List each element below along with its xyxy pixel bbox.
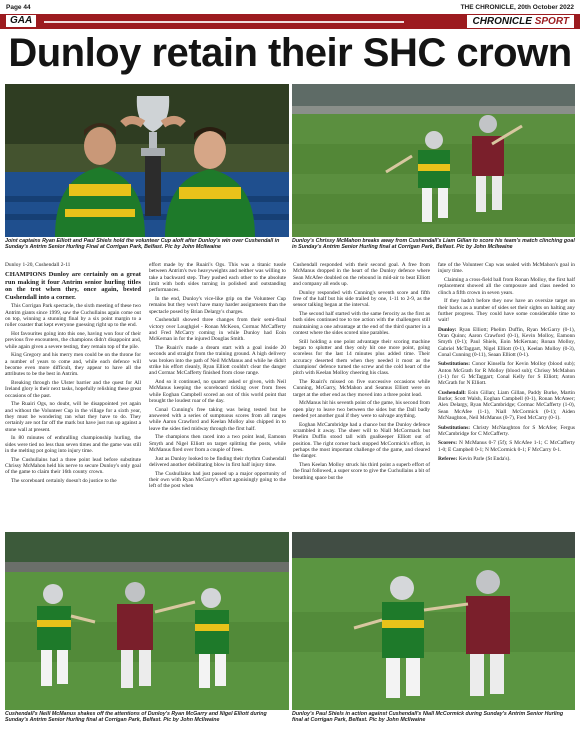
subs-text: Conor Kinsella for Kevin Molloy (blood sub); Anton McGrath for R Molloy (blood sub); Chrissy McMahon (1-1) for G McTaggart; Conal Kelly for S Elliott; Anton McGrath for N Elliott.	[438, 361, 575, 387]
caption-breakaway: Dunloy's Chrissy McMahon breaks away from Cushendall's Liam Gillan to score his team's match clinching goal in Sunday's Antrim Senior Hurling final at Corrigan Park, Belfast. Pic by John McIlwaine	[292, 238, 575, 251]
team-label: Cushendall:	[438, 389, 466, 396]
photo-mcmahon-breakaway	[292, 84, 575, 237]
team-dunloy	[438, 327, 575, 359]
caption-mcmanus: Cushendall's Neill McManus shakes off the attentions of Dunloy's Ryan McGarry and Nigel Elliott during Sunday's Antrim Senior Hurling final at Corrigan Park, Belfast. Pic by John McIlwaine	[5, 711, 267, 724]
article-column-3	[293, 262, 430, 483]
col1-para: The Cushullains had a three point lead before substitute Chrissy McMahon held his nerve to secure Dunloy's only goal of the game to claim their 16th county crown.	[5, 456, 141, 476]
referee	[438, 456, 575, 462]
col3-para: Eoghan McCambridge had a chance but the Dunloy defence scrambled it away. The sheer will to Niall McCormack but Phelim Duffin stood tall with goalkeeper Elliott out of position. The right corner back stopped McCormick's effort, in perhaps the most important challenge of the game, and cleared the danger.	[293, 421, 430, 460]
section-band	[0, 14, 580, 29]
referee-text: Kevin Parle (St Enda's).	[458, 455, 511, 462]
caption-captains: Joint captains Ryan Elliott and Paul Shiels hold the volunteer Cup aloft after Dunloy's win over Cushendall in Sunday's Antrim Senior Hurling Final at Corrigan Park, Belfast. Pic by John McIlwaine	[5, 238, 280, 251]
col2-para: The champions then raced into a two point lead, Eamonn Smyth and Nigel Elliott on target splitting the posts, while McManus fired over from a couple of frees.	[149, 434, 286, 454]
gaa-logo: GAA	[6, 15, 36, 27]
team-label: Dunloy:	[438, 326, 457, 333]
col3-para: Cushendall responded with their second goal. A free from McManus dropped in the heart of the Dunloy defence where Sean McAfee doubled on the rebound in mid-air to beat Elliott and company all ends up.	[293, 262, 430, 288]
photo-mcmanus	[5, 532, 289, 710]
band-divider	[44, 21, 404, 23]
col2-para: The Ruairi's made a dream start with a goal inside 20 seconds and straight from the training ground. A high delivery was broken into the path of Neil McManus and while he didn't strike his effort cleanly, Ryan Elliott couldn't clear the danger and Cormac McCafferty finished from close range.	[149, 345, 286, 377]
mcmanus-photo-svg	[5, 532, 289, 710]
col2-para: Cushendall showed three changes from their semi-final victory over Loughgiel - Ronan McKeon, Cormac McCafferty and Fred McCarry coming in while Dunloy had Eoin McKernan in for the injured Douglas Smith.	[149, 317, 286, 343]
article-column-4	[438, 262, 575, 465]
scorers-label: Scorers:	[438, 440, 458, 447]
headline: Dunloy retain their SHC crown	[8, 31, 572, 75]
brand-part2: SPORT	[534, 16, 569, 27]
team-text: Eoin Gillan; Liam Gillan, Paddy Burke, Martin Burke; Scott Walsh, Eoghan Campbell (0-1), Ronan McAteer; Alex Delargy, Ryan McCambridge; Cormac McCafferty (1-0), Sean McAfee (1-1), Niall McCormick (0-1); Aiden McNaughton, Neil McManus (0-7), Fred McCarry (0-1).	[438, 389, 575, 422]
article-lead: CHAMPIONS Dunloy are certainly on a great run making it four Antrim senior hurling titles on the trot when they, once again, bested Cushendall into a corner.	[5, 271, 141, 301]
subs-label: Substitutions:	[438, 424, 471, 431]
col3-para: McManus hit his seventh point of the game, his second from open play to leave two between the sides but the Dall badly needed yet another goal if they were to salvage anything.	[293, 400, 430, 420]
col2-para: In the end, Dunloy's vice-like grip on the Volunteer Cup remains but they won't have many harder assignments than the spectacle posed by Brian Delargy's charges.	[149, 296, 286, 315]
page-number: Page 44	[6, 4, 31, 11]
top-strip	[0, 0, 580, 14]
shiels-photo-svg	[292, 532, 575, 710]
score-line: Dunloy 1-20, Cushendall 2-11	[5, 262, 71, 268]
col1-para: In 80 minutes of enthralling championship hurling, the sides were tied no less than seven times and the game was still in the melting pot going into injury time.	[5, 435, 141, 454]
col1-para: The scoreboard certainly doesn't do justice to the	[11, 477, 117, 484]
referee-label: Referee:	[438, 455, 458, 462]
col2-para: And so it continued, no quarter asked or given, with Neil McManus keeping the scoreboard ticking over from frees while Eoghan Campbell scored an out of this world point that brought the loudest roar of the day.	[149, 379, 286, 405]
col4-para: If they hadn't before they now have an oversize target on their backs as a number of sides set their sights on halting any further progress. They could have some considerable time to wait!	[438, 298, 575, 324]
chronicle-sport-logo	[467, 15, 574, 28]
breakaway-photo-svg	[292, 84, 575, 237]
col3-para: The Ruairi's missed on five successive occasions while Cunning, McGarry, McMahon and Seamus Elliott were on target at the other end as they moved into a three point lead.	[293, 379, 430, 398]
col4-para: fate of the Volunteer Cup was sealed with McMahon's goal in injury time.	[438, 262, 575, 275]
col3-para: Then Keelan Molloy struck his third point a superb effort of the final followed, a super score to give the Cuchullains a bit of breathing space but the	[293, 462, 430, 481]
subs-text: Christy McNaughton for S McAfee; Fergus McCambridge for C McCafferty.	[438, 424, 575, 437]
col4-para: Claiming a cross-field ball from Ronan Molloy, the first half replacement showed all the composure and class needed to clinch a fifth crown in seven years.	[438, 276, 575, 296]
col2-para: The Cushullains had just passed up a major opportunity of their own with Ryan McGarry's effort agonisingly going to the left of the post when	[149, 470, 286, 490]
col1-para: King Gregory and his merry men could be on the throne for a number of years to come and, while each defence will become even more difficult, they appear to have all the attributes to be the best in Antrim.	[5, 352, 141, 378]
col1-para: Breaking through the Ulster barrier and the quest for All Ireland glory is their next tasks, hopefully relishing these great occasions of the past.	[5, 379, 141, 399]
subs-cushendall	[438, 425, 575, 438]
article-column-1	[5, 262, 141, 487]
caption-shiels: Dunloy's Paul Shiels in action against Cushendall's Niall McCormick during Sunday's Antrim Senior Hurling final at Corrigan Park, Belfast. Pic by John McIlwaine	[292, 711, 564, 724]
col3-para: Still holding a one point advantage their scoring machine began to splutter and they only hit one more point, going scoreless for the last 14 minutes plus added time. Their accuracy deserted them when they needed it most as the champions' defence turned the screw and the cold heart of the pitch with Keelan Molloy cheering his class.	[293, 338, 430, 377]
team-cushendall	[438, 390, 575, 422]
article-column-2	[149, 262, 286, 492]
issue-date: THE CHRONICLE, 20th October 2022	[460, 4, 574, 11]
photo-captains-with-cup	[5, 84, 289, 237]
col3-para: Dunloy responded with Cunning's seventh score and fifth free of the half but his side trailed by one, 1-11 to 2-9, as the sensor talking began at the interval.	[293, 289, 430, 309]
subs-dunloy	[438, 361, 575, 386]
scorers-text: N McManus 0-7 (5f); S McAfee 1-1; C McCafferty 1-0; E Campbell 0-1; N McCormick 0-1; F McCarry 0-1.	[438, 440, 575, 453]
captains-photo-svg	[5, 84, 289, 237]
col1-para: The Ruairi Ogs, no doubt, will be disappointed yet again and without the Volunteer Cup in the village for a sixth year, they must be wondering ran what they have to do. They certainly are not far off the mark but have just run up against a stone wall at present.	[5, 401, 141, 433]
col2-para: effort made by the Ruairi's Ogs. This was a titanic tussle between Antrim's two heavyweights and neither was willing to take a backward step. They pushed each other to the absolute limit with both sides turning in polished and outstanding performances.	[149, 262, 286, 294]
col2-para: Just as Dunloy looked to be finding their rhythm Cushendall delivered another debilitating blow in first half injury time.	[149, 455, 286, 469]
brand-part1: CHRONICLE	[472, 16, 532, 27]
team-text: Ryan Elliott; Phelim Duffin, Ryan McGarry (0-1), Oran Quinn; Aaron Crawford (0-1), Kevin Molloy, Eamonn Smyth (0-1); Paul Shiels, Eoin McKernan; Ronan Molloy, Gabriel McTaggart, Nigel Elliott (0-1), Keelan Molloy (0-3), Conal Cunning (0-11), Seaan Elliott (0-1).	[438, 326, 575, 359]
col1-para: This Corrigan Park spectacle, the sixth meeting of these two Antrim giants since 1999, saw the Cuchullains again come out on top, winning a stunning final by a six point margin to a roller coaster that kept everyone guessing right up to the end.	[5, 303, 141, 329]
photo-shiels	[292, 532, 575, 710]
col3-para: The second half started with the same ferocity as the first as both sides continued toe to toe action with the challengers still maintaining a one advantage at the end of the third quarter in a contest where the sides scored nine parables.	[293, 311, 430, 337]
col1-para: Hot favourites going into this one, having won four of their previous five encounters, the champions didn't disappoint and, while again given a severe testing, they remain top of the pile.	[5, 330, 141, 350]
subs-label: Substitutions:	[438, 361, 471, 368]
col2-para: Conal Cunning's free taking was being tested but he answered with a series of sumptuous scores from all ranges while Aaron Crawford and Keelan Molloy also chipped in to leave the sides tied midway through the first half.	[149, 406, 286, 432]
scorers	[438, 440, 575, 453]
